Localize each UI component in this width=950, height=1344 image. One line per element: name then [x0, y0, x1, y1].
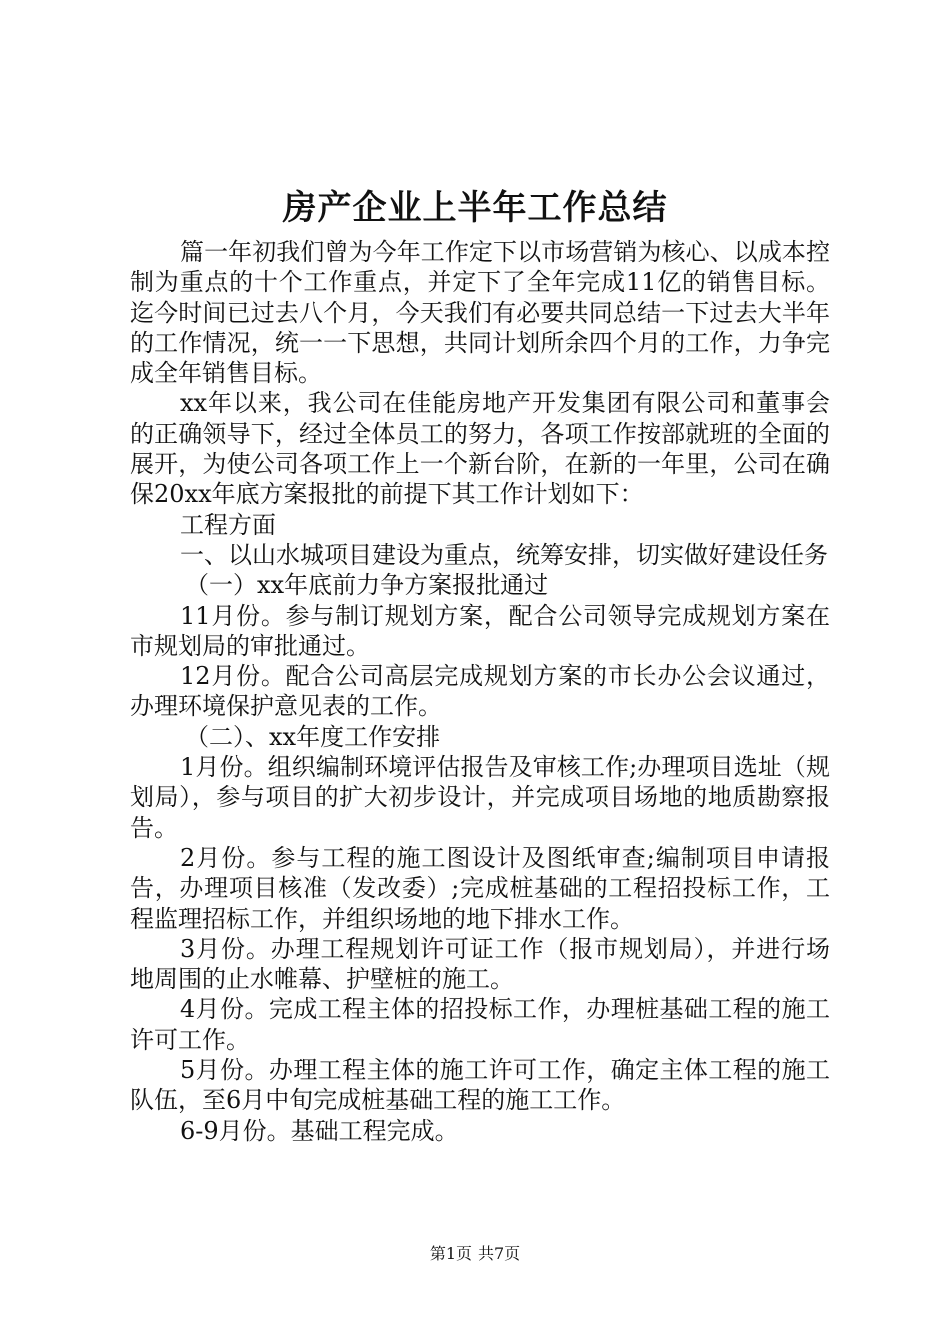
paragraph-april: 4月份。完成工程主体的招投标工作，办理桩基础工程的施工许可工作。 [130, 995, 830, 1054]
paragraph-february: 2月份。参与工程的施工图设计及图纸审查;编制项目申请报告，办理项目核准（发改委）;完成桩基础的工程招投标工作，工程监理招标工作，并组织场地的地下排水工作。 [130, 843, 830, 933]
subsection-heading-annual-plan: （二）、xx年度工作安排 [185, 722, 441, 751]
page-number: 第1页 [429, 1244, 472, 1263]
section-heading-project: 一、以山水城项目建设为重点，统筹安排，切实做好建设任务 [180, 540, 828, 569]
page-footer [0, 1243, 950, 1265]
section-heading-engineering: 工程方面 [180, 510, 276, 539]
paragraph-intro: 篇一年初我们曾为今年工作定下以市场营销为核心、以成本控制为重点的十个工作重点，并定下了全年完成11亿的销售目标。迄今时间已过去八个月，今天我们有必要共同总结一下过去大半年的工作情况，统一一下思想，共同计划所余四个月的工作，力争完成全年销售目标。 [130, 238, 830, 388]
document-body [130, 237, 830, 1146]
paragraph-january: 1月份。组织编制环境评估报告及审核工作;办理项目选址（规划局），参与项目的扩大初步设计，并完成项目场地的地质勘察报告。 [130, 753, 830, 842]
paragraph-november: 11月份。参与制订规划方案，配合公司领导完成规划方案在市规划局的审批通过。 [130, 601, 830, 660]
paragraph-december: 12月份。配合公司高层完成规划方案的市长办公会议通过，办理环境保护意见表的工作。 [130, 662, 830, 721]
document-title: 房产企业上半年工作总结 [282, 188, 668, 228]
subsection-heading-approval: （一）xx年底前力争方案报批通过 [185, 571, 549, 600]
paragraph-may: 5月份。办理工程主体的施工许可工作，确定主体工程的施工队伍，至6月中旬完成桩基础工程的施工工作。 [130, 1056, 830, 1115]
paragraph-background: xx年以来，我公司在佳能房地产开发集团有限公司和董事会的正确领导下，经过全体员工的努力，各项工作按部就班的全面的展开，为使公司各项工作上一个新台阶，在新的一年里，公司在确保20xx年底方案报批的前提下其工作计划如下： [130, 389, 830, 509]
page-total: 共7页 [478, 1244, 521, 1263]
paragraph-june-september: 6-9月份。基础工程完成。 [180, 1116, 459, 1145]
paragraph-march: 3月份。办理工程规划许可证工作（报市规划局），并进行场地周围的止水帷幕、护壁桩的施工。 [130, 934, 830, 994]
